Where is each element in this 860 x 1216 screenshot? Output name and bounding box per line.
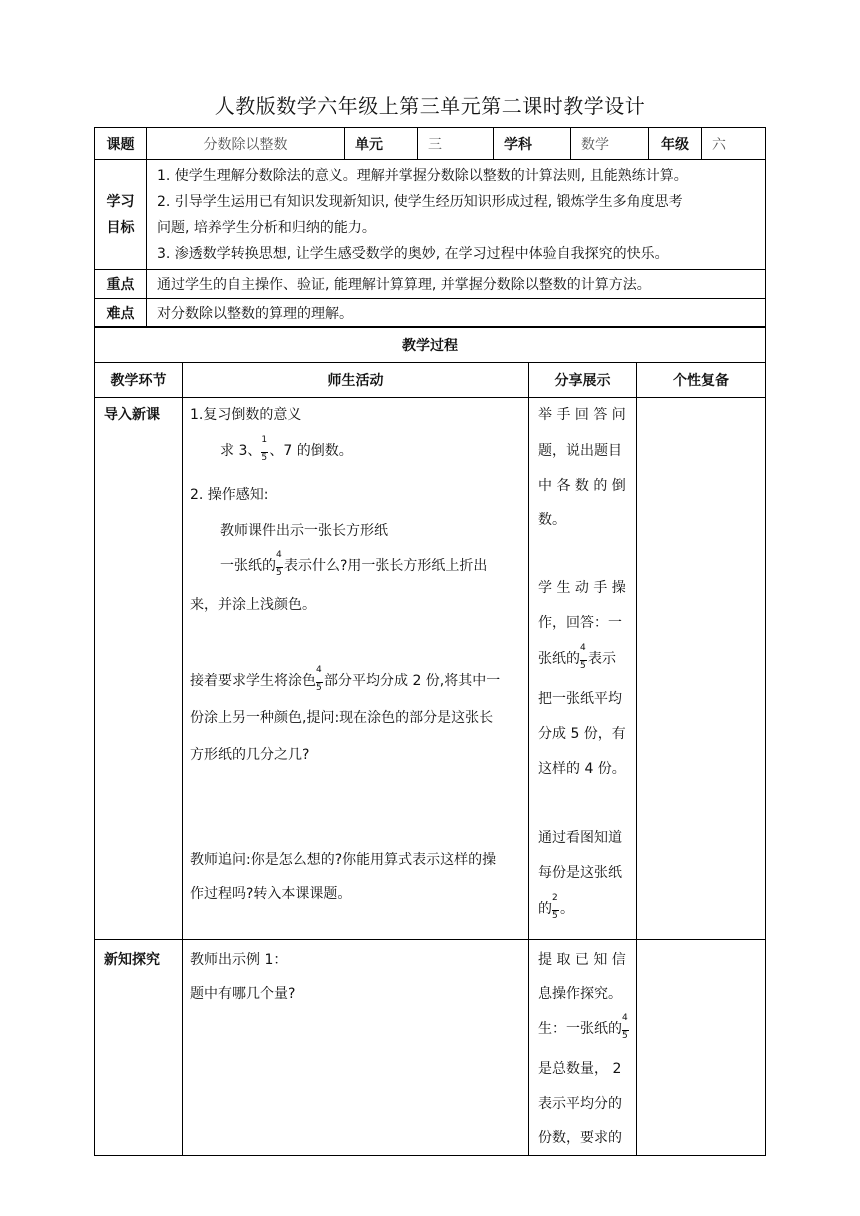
unit-label: 单元 [345, 128, 418, 160]
fraction-4-5b: $\frac{4}{5}$ [316, 665, 322, 693]
explore-s2: 息操作探究。 [538, 986, 622, 1002]
intro-s1: 举 手 回 答 问 [538, 407, 626, 423]
explore-a1: 教师出示例 1： [190, 952, 288, 968]
explore-s4: 是总数量， 2 [538, 1061, 622, 1077]
fraction-4-5d: $\frac{4}{5}$ [622, 1013, 628, 1041]
intro-a5-post: 表示什么?用一张长方形纸上折出 [284, 558, 488, 574]
explore-s5: 表示平均分的 [538, 1096, 622, 1112]
intro-activity [183, 398, 529, 940]
info-table [94, 127, 766, 328]
intro-a3: 2. 操作感知: [190, 487, 269, 503]
explore-s3: 生：一张纸的 $\frac{4}{5}$ [538, 1018, 630, 1038]
explore-s1: 提 取 已 知 信 [538, 952, 626, 968]
stage-intro: 导入新课 [95, 398, 183, 940]
intro-a7-pre: 接着要求学生将涂色 [190, 673, 316, 689]
intro-a5 [220, 550, 488, 578]
key-point-text: 通过学生的自主操作、验证, 能理解计算算理, 并掌握分数除以整数的计算方法。 [147, 270, 766, 299]
intro-a9: 方形纸的几分之几? [190, 747, 310, 763]
intro-a11: 作过程吗?转入本课课题。 [190, 886, 352, 902]
fraction-4-5: $\frac{4}{5}$ [276, 550, 282, 578]
intro-s11: 通过看图知道 [538, 830, 622, 846]
intro-s12: 每份是这张纸 [538, 865, 622, 881]
intro-a6: 来，并涂上浅颜色。 [190, 597, 316, 613]
goals-content [147, 160, 766, 270]
col-activity: 师生活动 [183, 363, 529, 398]
goals-label-2: 目标 [106, 219, 135, 236]
intro-s3: 中 各 数 的 倒 [538, 478, 626, 494]
goal-line-3: 问题, 培养学生分析和归纳的能力。 [157, 219, 376, 236]
intro-personal [637, 398, 766, 940]
explore-activity [183, 940, 529, 1156]
explore-share [529, 940, 637, 1156]
intro-share [529, 398, 637, 940]
intro-a5-pre: 一张纸的 [220, 558, 276, 574]
goals-label-1: 学习 [106, 193, 135, 210]
process-table [94, 326, 766, 1156]
intro-s5: 学 生 动 手 操 [538, 580, 626, 596]
process-title: 教学过程 [95, 327, 766, 363]
intro-s13: 的 $\frac{2}{5}$ 。 [538, 893, 574, 921]
intro-a1: 1.复习倒数的意义 [190, 407, 302, 423]
intro-a7 [190, 665, 501, 693]
unit-value: 三 [418, 128, 494, 160]
intro-a10: 教师追问:你是怎么想的?你能用算式表示这样的操 [190, 852, 497, 868]
intro-a8: 份涂上另一种颜色,提问:现在涂色的部分是这张长 [190, 710, 494, 726]
fraction-4-5c: $\frac{4}{5}$ [580, 643, 586, 671]
intro-a7-post: 部分平均分成 2 份,将其中一 [324, 673, 501, 689]
intro-s8: 把一张纸平均 [538, 691, 622, 707]
col-stage: 教学环节 [95, 363, 183, 398]
intro-a4: 教师课件出示一张长方形纸 [220, 523, 388, 539]
topic-label: 课题 [95, 128, 147, 160]
goal-line-2: 2. 引导学生运用已有知识发现新知识, 使学生经历知识形成过程, 锻炼学生多角度思考 [157, 193, 683, 210]
document-title: 人教版数学六年级上第三单元第二课时教学设计 [214, 94, 646, 118]
goals-label [95, 160, 147, 270]
intro-a2-post: 、7 的倒数。 [269, 443, 353, 459]
subject-value: 数学 [571, 128, 649, 160]
intro-a2 [220, 435, 353, 463]
explore-s6: 份数，要求的 [538, 1130, 622, 1146]
grade-value: 六 [702, 128, 766, 160]
goal-line-4: 3. 渗透数学转换思想, 让学生感受数学的奥妙, 在学习过程中体验自我探究的快乐。 [157, 245, 669, 262]
col-share: 分享展示 [529, 363, 637, 398]
intro-s6: 作，回答：一 [538, 615, 622, 631]
difficulty-text: 对分数除以整数的算理的理解。 [147, 299, 766, 328]
explore-personal [637, 940, 766, 1156]
stage-explore: 新知探究 [95, 940, 183, 1156]
explore-a2: 题中有哪几个量? [190, 986, 296, 1002]
intro-a2-pre: 求 3、 [220, 443, 262, 459]
fraction-1-5: $\frac{1}{5}$ [261, 435, 268, 463]
intro-s4: 数。 [538, 512, 566, 528]
fraction-2-5: $\frac{2}{5}$ [552, 893, 558, 921]
col-personal: 个性复备 [637, 363, 766, 398]
intro-s7: 张纸的 $\frac{4}{5}$ 表示 [538, 643, 616, 671]
topic-value: 分数除以整数 [147, 128, 345, 160]
goal-line-1: 1. 使学生理解分数除法的意义。理解并掌握分数除以整数的计算法则, 且能熟练计算。 [157, 167, 688, 184]
intro-s2: 题，说出题目 [538, 443, 622, 459]
grade-label: 年级 [649, 128, 702, 160]
key-point-label: 重点 [95, 270, 147, 299]
intro-s9: 分成 5 份，有 [538, 726, 626, 742]
subject-label: 学科 [494, 128, 571, 160]
difficulty-label: 难点 [95, 299, 147, 328]
intro-s10: 这样的 4 份。 [538, 761, 626, 777]
